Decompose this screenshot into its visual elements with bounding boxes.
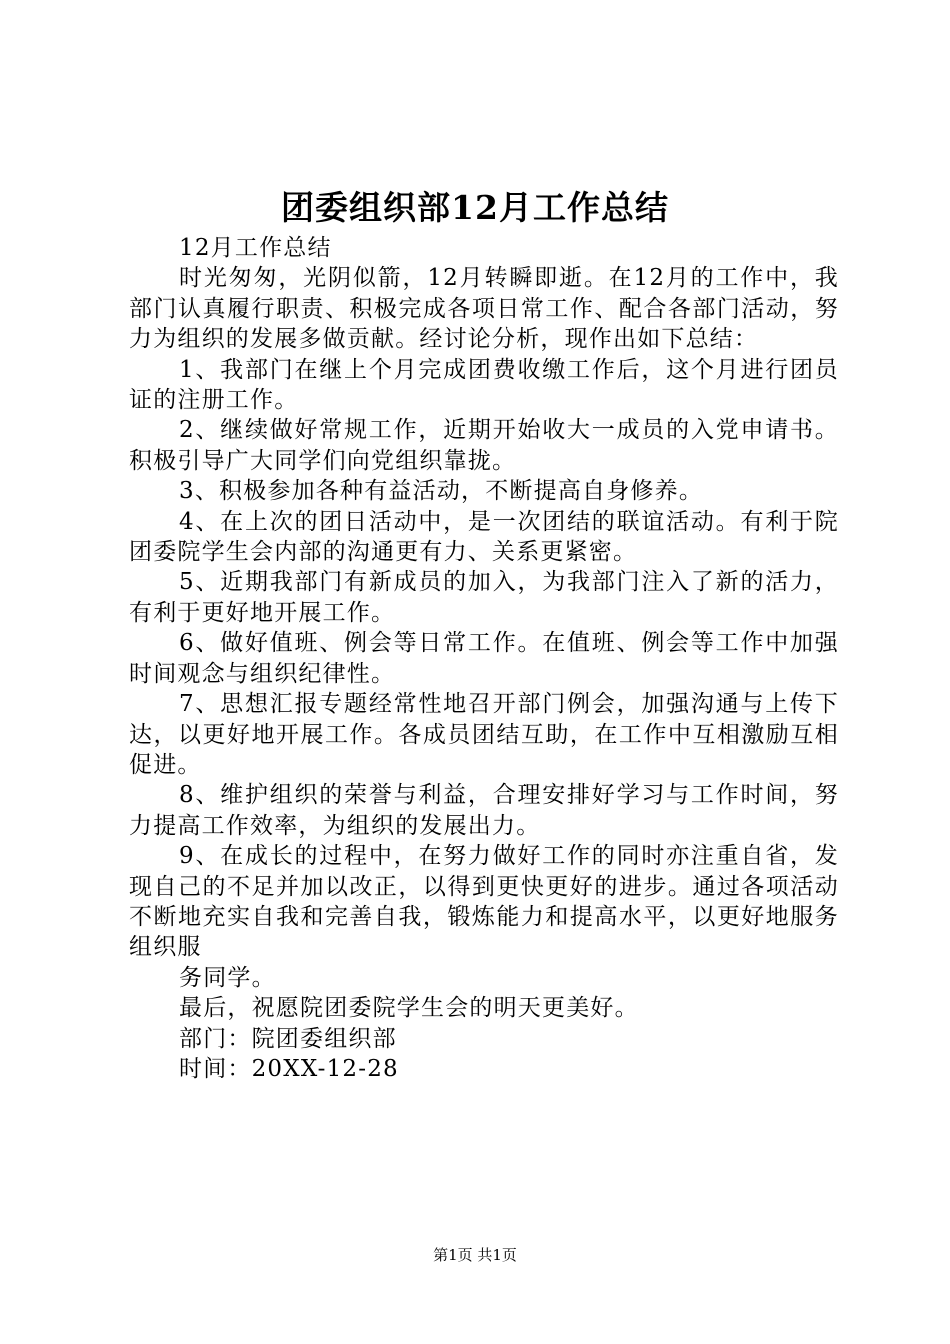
paragraph: 务同学。: [179, 964, 276, 991]
document-body: [129, 233, 839, 1084]
paragraph: 12月工作总结: [179, 235, 332, 261]
paragraph: 4、在上次的团日活动中，是一次团结的联谊活动。有利于院团委院学生会内部的沟通更有力、关系更紧密。: [129, 508, 839, 566]
paragraph: 8、维护组织的荣誉与利益，合理安排好学习与工作时间，努力提高工作效率，为组织的发展出力。: [129, 782, 839, 839]
paragraph: 1、我部门在继上个月完成团费收缴工作后，这个月进行团员证的注册工作。: [129, 356, 839, 414]
paragraph: 时间：20XX-12-28: [179, 1055, 399, 1082]
paragraph: 部门：院团委组织部: [179, 1025, 397, 1052]
paragraph: 最后，祝愿院团委院学生会的明天更美好。: [179, 995, 639, 1022]
paragraph: 9、在成长的过程中，在努力做好工作的同时亦注重自省，发现自己的不足并加以改正，以得到更快更好的进步。通过各项活动不断地充实自我和完善自我，锻炼能力和提高水平，以更好地服务组织服: [129, 843, 839, 961]
paragraph: 7、思想汇报专题经常性地召开部门例会，加强沟通与上传下达，以更好地开展工作。各成员团结互助，在工作中互相激励互相促进。: [129, 691, 839, 778]
paragraph: 5、近期我部门有新成员的加入，为我部门注入了新的活力，有利于更好地开展工作。: [129, 569, 839, 626]
paragraph: 6、做好值班、例会等日常工作。在值班、例会等工作中加强时间观念与组织纪律性。: [129, 630, 839, 687]
document-title: 团委组织部12月工作总结: [281, 188, 669, 227]
page-footer: 第1页 共1页: [433, 1246, 517, 1264]
paragraph: 时光匆匆，光阴似箭，12月转瞬即逝。在12月的工作中，我部门认真履行职责、积极完成各项日常工作、配合各部门活动，努力为组织的发展多做贡献。经讨论分析，现作出如下总结：: [129, 265, 839, 353]
paragraph: 3、积极参加各种有益活动，不断提高自身修养。: [179, 478, 704, 505]
paragraph: 2、继续做好常规工作，近期开始收大一成员的入党申请书。积极引导广大同学们向党组织靠拢。: [129, 417, 839, 474]
